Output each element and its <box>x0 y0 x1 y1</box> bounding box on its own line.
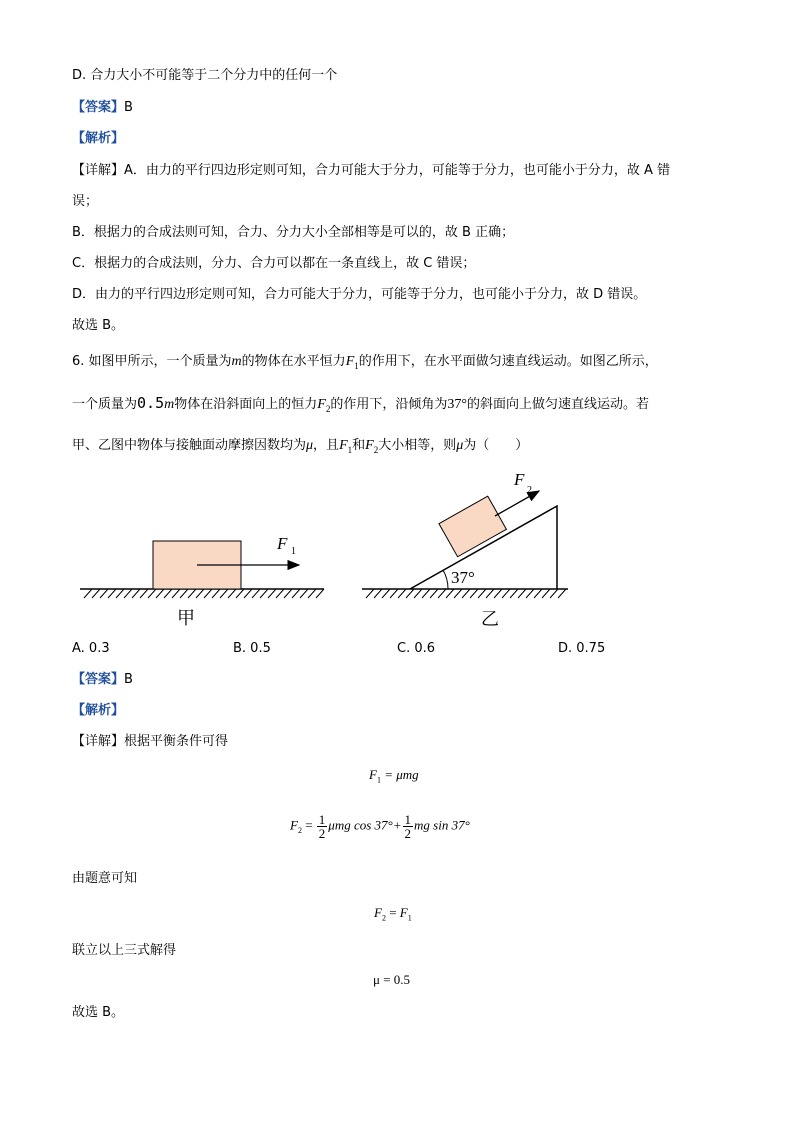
frac-numerator: 1 <box>404 812 412 827</box>
mass-symbol: m <box>231 354 242 369</box>
q6-detail-line <box>72 733 228 751</box>
ground-hatching <box>366 589 566 598</box>
force-label-f1-sub: 1 <box>291 546 296 557</box>
q6-text: 的斜面向上做匀速直线运动。若 <box>466 397 649 412</box>
eq-subscript: 1 <box>407 913 412 923</box>
eq-subscript: 1 <box>376 775 381 785</box>
block-yi-group <box>439 496 506 557</box>
frac-denominator: 2 <box>318 826 326 841</box>
q6-text: 6. 如图甲所示，一个质量为 <box>72 354 232 369</box>
detail-a-text: A．由力的平行四边形定则可知，合力可能大于分力，可能等于分力，也可能小于分力，故 A 错 <box>124 163 671 178</box>
answer-value: B <box>124 672 133 687</box>
eq-symbol: F <box>374 905 382 920</box>
angle-arc <box>443 570 448 589</box>
q6-text: 甲、乙图中物体与接触面动摩擦因数均为 <box>72 438 307 453</box>
frac-numerator: 1 <box>318 812 326 827</box>
force-f1-symbol <box>339 438 352 453</box>
eq-symbol: F <box>369 767 377 782</box>
block-yi <box>439 496 506 557</box>
eq-symbol: F <box>290 817 298 833</box>
answer-tag: 【答案】 <box>72 672 125 687</box>
force-label-f1: F <box>277 534 288 553</box>
detail-tag: 【详解】 <box>72 734 125 749</box>
combine-text: 联立以上三式解得 <box>72 943 177 958</box>
q6-text: 的作用下，沿倾角为 <box>330 397 448 412</box>
mass-value: 0.5 <box>137 394 165 412</box>
equation-3 <box>374 905 412 923</box>
q5-detail-a-line1 <box>72 162 670 180</box>
physics-figure <box>70 466 570 631</box>
q6-text: ，且 <box>313 438 340 453</box>
option-d: D. 0.75 <box>558 641 606 656</box>
eq-term: mg sin 37° <box>414 817 470 833</box>
equation-4: μ = 0.5 <box>373 972 411 987</box>
force-subscript: 2 <box>373 444 379 455</box>
force-letter: F <box>345 354 355 369</box>
eq-sign: = <box>385 905 400 920</box>
eq-term: μmg cos 37°+ <box>328 817 402 833</box>
caption-jia: 甲 <box>177 608 195 629</box>
figure-jia <box>80 534 324 629</box>
force-f2-symbol <box>317 397 330 412</box>
eq-rhs: = μmg <box>380 767 419 782</box>
fraction <box>317 813 328 840</box>
angle-label: 37° <box>451 568 475 587</box>
eq-subscript: 2 <box>381 913 386 923</box>
mass-symbol: m <box>164 397 175 412</box>
equation-1 <box>369 767 419 785</box>
q5-detail-c: C．根据力的合成法则，分力、合力可以都在一条直线上，故 C 错误； <box>72 256 476 271</box>
q5-analysis-tag <box>72 130 124 148</box>
answer-tag: 【答案】 <box>72 100 125 115</box>
option-c: C. 0.6 <box>397 641 436 656</box>
detail-text: 根据平衡条件可得 <box>124 734 229 749</box>
q5-conclusion: 故选 B。 <box>72 318 125 333</box>
force-label-f2: F <box>514 470 525 489</box>
equation-2 <box>290 813 470 840</box>
mu-symbol: μ <box>456 438 464 453</box>
q6-conclusion: 故选 B。 <box>72 1005 125 1020</box>
q6-text: 一个质量为 <box>72 397 138 412</box>
answer-value: B <box>124 100 133 115</box>
q6-text: 为（ ） <box>463 438 529 453</box>
force-f1-symbol <box>346 354 359 369</box>
force-label-f2-sub: 2 <box>527 485 532 496</box>
option-a: A. 0.3 <box>72 641 110 656</box>
eq-subscript: 2 <box>297 826 302 836</box>
analysis-tag: 【解析】 <box>72 131 125 146</box>
force-letter: F <box>365 438 374 453</box>
q6-line1 <box>72 353 658 375</box>
q6-answer-line <box>72 671 133 689</box>
q5-answer-line <box>72 99 133 117</box>
q6-line2 <box>72 394 649 418</box>
q6-line3 <box>72 437 528 459</box>
force-subscript: 2 <box>325 403 331 414</box>
q5-detail-b: B．根据力的合成法则可知，合力、分力大小全部相等是可以的，故 B 正确； <box>72 225 515 240</box>
caption-yi: 乙 <box>481 609 499 630</box>
eq-symbol: F <box>399 905 408 920</box>
angle-value: 37° <box>447 397 467 412</box>
q6-text: 的物体在水平恒力 <box>241 354 346 369</box>
force-subscript: 1 <box>347 444 353 455</box>
force-subscript: 1 <box>354 360 359 371</box>
force-letter: F <box>339 438 348 453</box>
q5-detail-a-line2: 误； <box>72 194 99 209</box>
analysis-tag: 【解析】 <box>72 703 125 718</box>
detail-tag: 【详解】 <box>72 163 125 178</box>
q6-text: 物体在沿斜面向上的恒力 <box>174 397 318 412</box>
force-arrow-f2 <box>495 491 539 516</box>
force-f2-symbol <box>365 438 378 453</box>
figure-yi <box>362 470 568 630</box>
eq-sign: = <box>301 817 316 833</box>
mu-symbol: μ <box>306 438 314 453</box>
frac-denominator: 2 <box>404 826 412 841</box>
q6-analysis-line <box>72 702 124 720</box>
ground-hatching <box>84 589 324 598</box>
q6-text: 和 <box>352 438 366 453</box>
option-d-text: D. 合力大小不可能等于二个分力中的任何一个 <box>72 68 338 83</box>
option-b: B. 0.5 <box>233 641 271 656</box>
q6-text: 大小相等，则 <box>378 438 457 453</box>
q6-text: 的作用下，在水平面做匀速直线运动。如图乙所示， <box>358 354 658 369</box>
from-text: 由题意可知 <box>72 871 138 886</box>
q5-detail-d: D．由力的平行四边形定则可知，合力可能大于分力，可能等于分力，也可能小于分力，故 D 错误。 <box>72 287 647 302</box>
fraction <box>403 813 414 840</box>
force-letter: F <box>317 397 326 412</box>
